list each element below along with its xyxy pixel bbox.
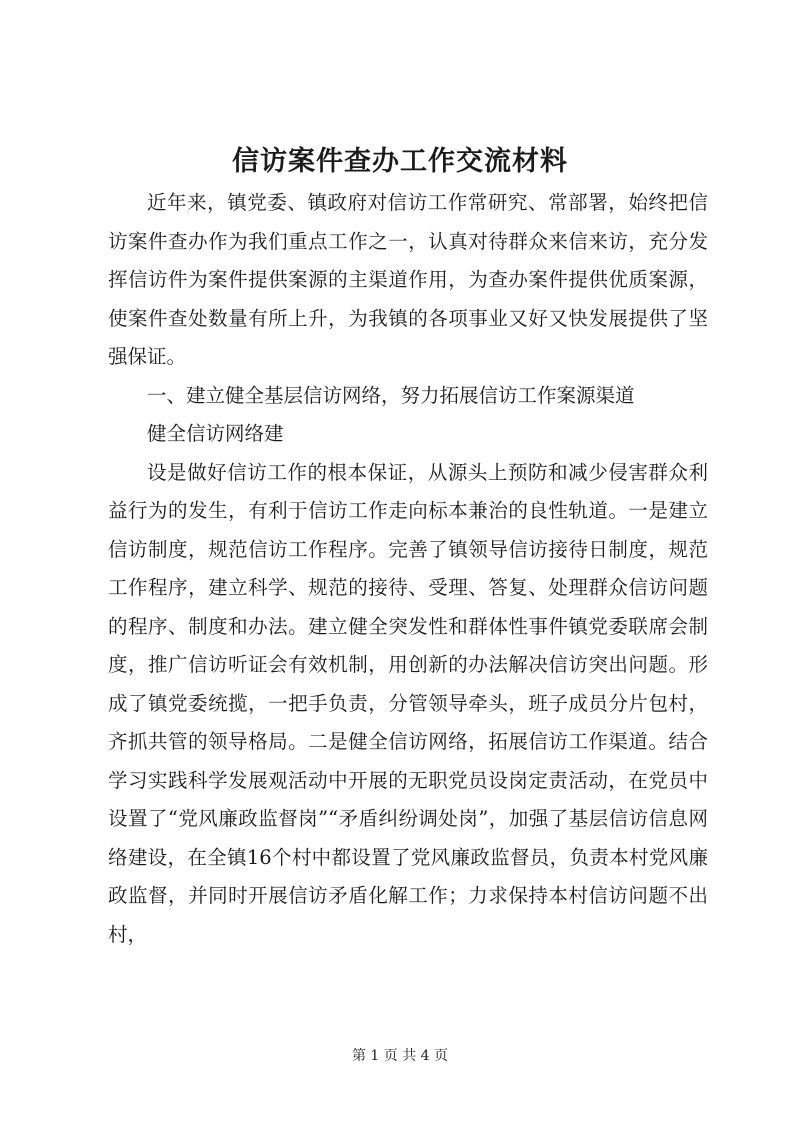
document-title: 信访案件查办工作交流材料: [232, 146, 568, 177]
paragraph-network-body: 设是做好信访工作的根本保证，从源头上预防和减少侵害群众利益行为的发生，有利于信访工作走向标本兼治的良性轨道。一是建立信访制度，规范信访工作程序。完善了镇领导信访接待日制度，规范工作程序，建立科学、规范的接待、受理、答复、处理群众信访问题的程序、制度和办法。建立健全突发性和群体性事件镇党委联席会制度，推广信访听证会有效机制，用创新的办法解决信访突出问题。形成了镇党委统揽，一把手负责，分管领导牵头，班子成员分片包村，齐抓共管的领导格局。二是健全信访网络，拓展信访工作渠道。结合学习实践科学发展观活动中开展的无职党员设岗定责活动，在党员中设置了“党风廉政监督岗”“矛盾纠纷调处岗”，加强了基层信访信息网络建设，在全镇16个村中都设置了党风廉政监督员，负责本村党风廉政监督，并同时开展信访矛盾化解工作；力求保持本村信访问题不出村，: [108, 460, 708, 946]
page-footer: 第 1 页 共 4 页: [351, 1048, 449, 1064]
paragraph-intro: 近年来，镇党委、镇政府对信访工作常研究、常部署，始终把信访案件查办作为我们重点工作之一，认真对待群众来信来访，充分发挥信访件为案件提供案源的主渠道作用，为查办案件提供优质案源，使案件查处数量有所上升，为我镇的各项事业又好又快发展提供了坚强保证。: [108, 191, 708, 368]
section-heading-1: 一、建立健全基层信访网络，努力拓展信访工作案源渠道: [147, 383, 635, 407]
paragraph-network-lead: 健全信访网络建: [147, 422, 284, 445]
document-body: [108, 184, 708, 954]
